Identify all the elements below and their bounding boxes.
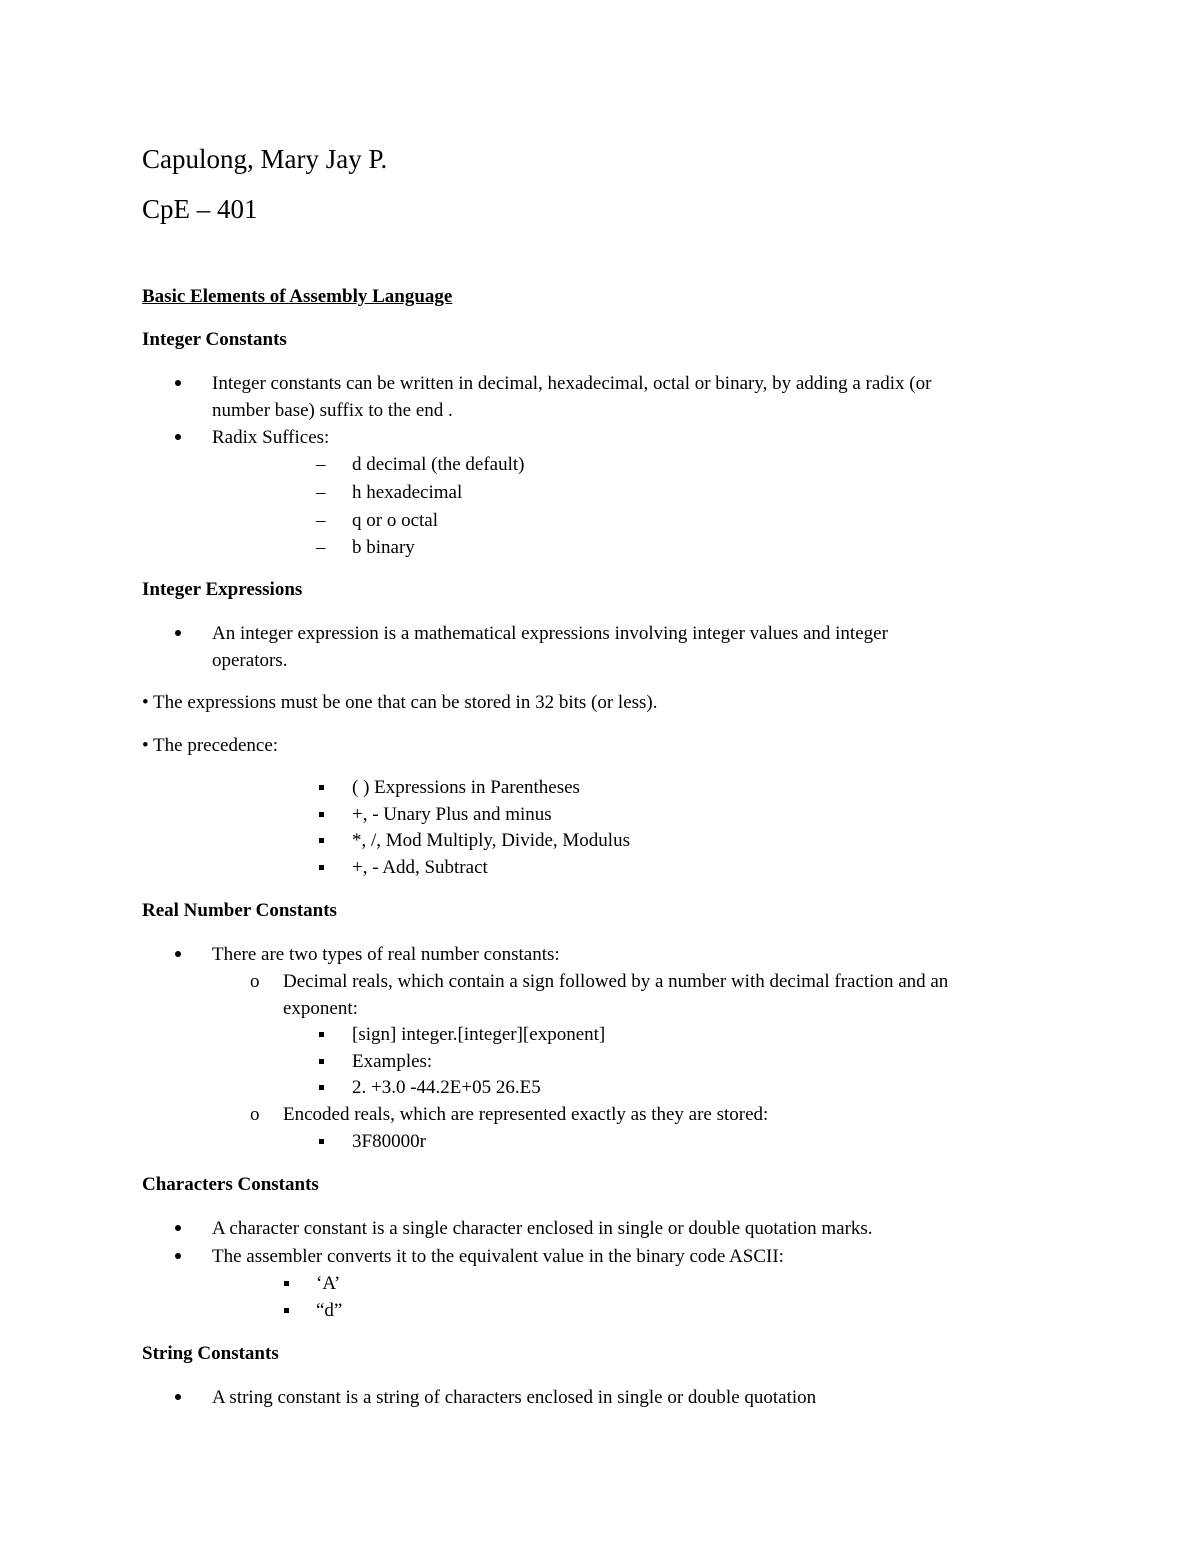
bullet-disc [175,1225,181,1231]
course-code: CpE – 401 [142,194,258,224]
square-bullet [319,812,324,817]
list-item-text: d decimal (the default) [352,454,525,475]
square-bullet [319,1059,324,1064]
list-item-text: *, /, Mod Multiply, Divide, Modulus [352,830,630,851]
dash-marker: – [316,482,326,503]
bullet-disc [175,951,181,957]
heading-character-constants: Characters Constants [142,1174,319,1195]
list-item-text: Radix Suffices: [212,427,330,448]
list-item-text: h hexadecimal [352,482,463,503]
square-bullet [319,1032,324,1037]
list-item-text: A character constant is a single character enclosed in single or double quotation marks. [212,1218,873,1239]
paragraph: • The expressions must be one that can be stored in 32 bits (or less). [142,692,658,713]
circle-marker: o [250,1104,260,1125]
bullet-disc [175,434,181,440]
list-item-text: b binary [352,537,415,558]
list-item-text: +, - Unary Plus and minus [352,804,552,825]
heading-real-number-constants: Real Number Constants [142,900,337,921]
list-item-text: Examples: [352,1051,433,1072]
author-name: Capulong, Mary Jay P. [142,144,388,174]
list-item-text: [sign] integer.[integer][exponent] [352,1024,606,1045]
list-item-text: A string constant is a string of characters enclosed in single or double quotation [212,1387,817,1408]
square-bullet [319,785,324,790]
square-bullet [319,1139,324,1144]
list-item-text: Integer constants can be written in decimal, hexadecimal, octal or binary, by adding a radix (or [212,373,932,394]
dash-marker: – [316,537,326,558]
list-item-text: The assembler converts it to the equivalent value in the binary code ASCII: [212,1246,784,1267]
square-bullet [319,1085,324,1090]
bullet-disc [175,1394,181,1400]
square-bullet [284,1281,289,1286]
list-item-text: Encoded reals, which are represented exactly as they are stored: [283,1104,769,1125]
bullet-disc [175,630,181,636]
heading-integer-constants: Integer Constants [142,329,287,350]
list-item-text: 3F80000r [352,1131,426,1152]
list-item-text: exponent: [283,998,358,1019]
heading-string-constants: String Constants [142,1343,279,1364]
list-item-text: An integer expression is a mathematical expressions involving integer values and integer [212,623,888,644]
list-item-text: “d” [316,1300,343,1321]
list-item-text: number base) suffix to the end . [212,400,453,421]
bullet-disc [175,380,181,386]
square-bullet [319,865,324,870]
dash-marker: – [316,510,326,531]
list-item-text: +, - Add, Subtract [352,857,488,878]
square-bullet [319,838,324,843]
circle-marker: o [250,971,260,992]
list-item-text: 2. +3.0 -44.2E+05 26.E5 [352,1077,541,1098]
list-item-text: ( ) Expressions in Parentheses [352,777,580,798]
list-item-text: operators. [212,650,288,671]
heading-integer-expressions: Integer Expressions [142,579,303,600]
list-item-text: There are two types of real number constants: [212,944,560,965]
list-item-text: Decimal reals, which contain a sign followed by a number with decimal fraction and an [283,971,949,992]
paragraph: • The precedence: [142,735,279,756]
dash-marker: – [316,454,326,475]
list-item-text: ‘A’ [316,1273,341,1294]
bullet-disc [175,1253,181,1259]
square-bullet [284,1308,289,1313]
document-title: Basic Elements of Assembly Language [142,286,453,307]
list-item-text: q or o octal [352,510,439,531]
